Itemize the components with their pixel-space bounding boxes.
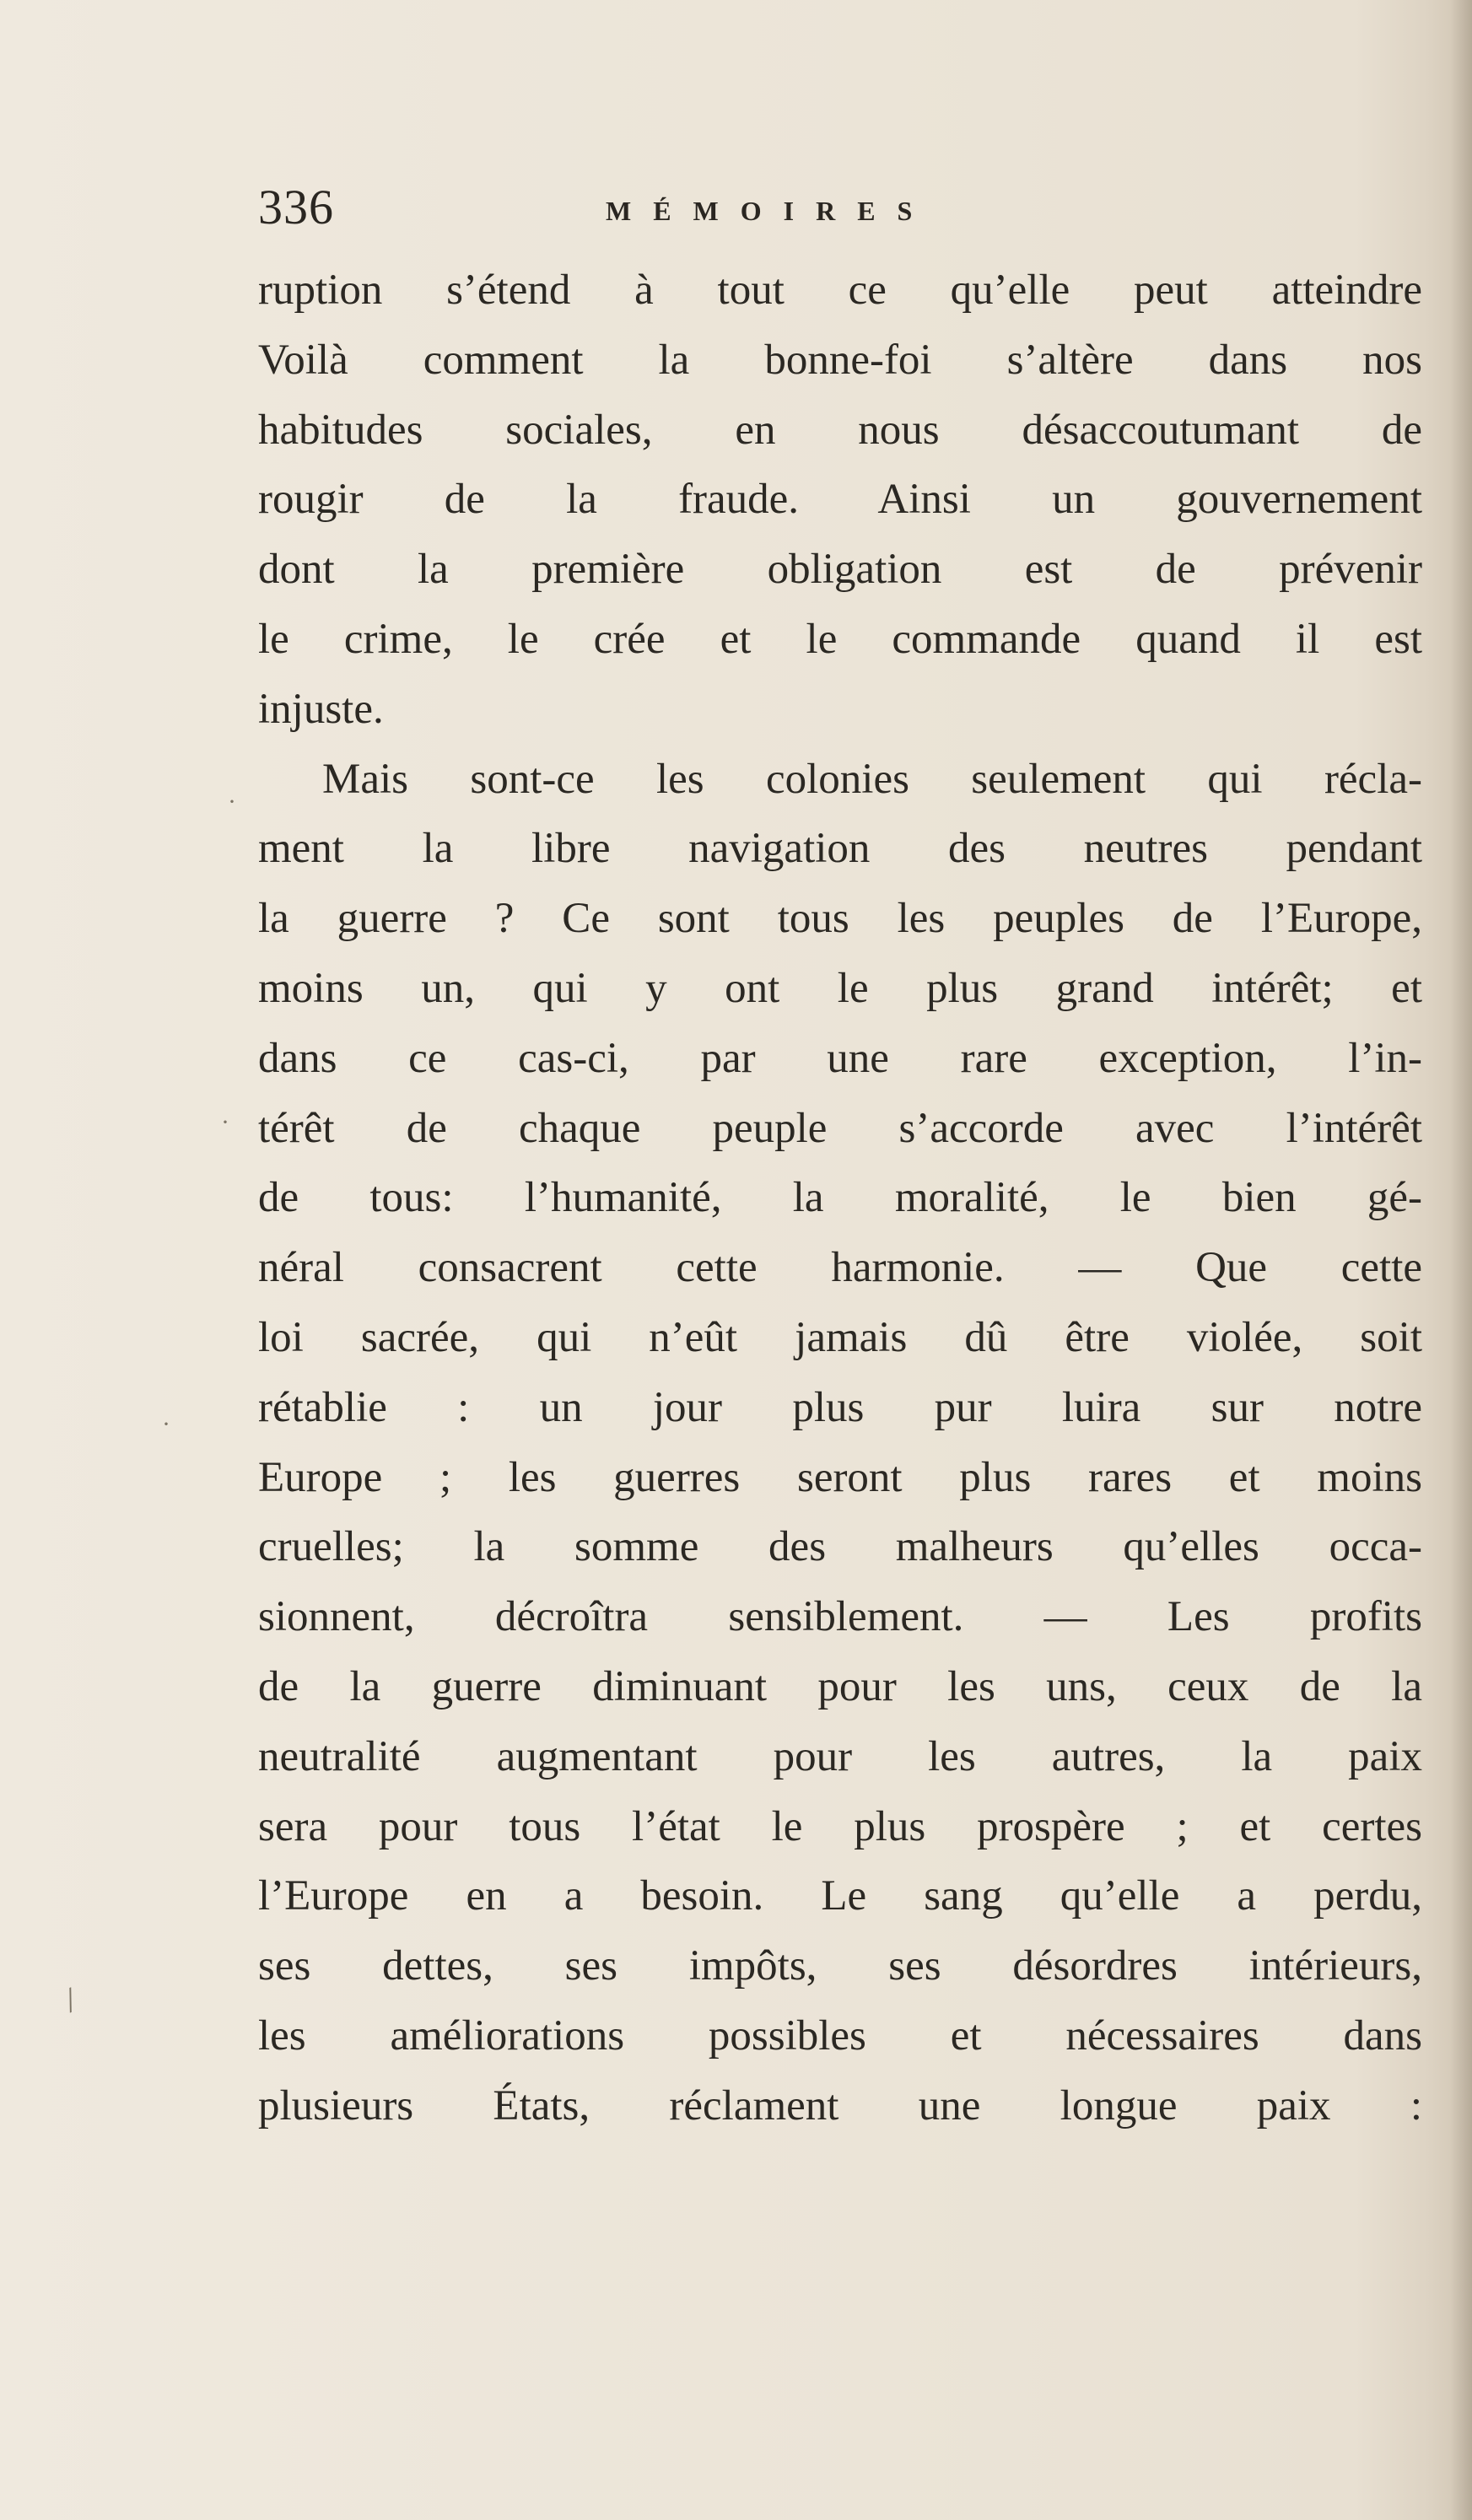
text-line: rougir de la fraude. Ainsi un gouvernement [258, 476, 1422, 524]
text-line: moins un, qui y ont le plus grand intérêt; et [258, 964, 1422, 1012]
text-line: Mais sont-ce les colonies seulement qui récla- [322, 755, 1422, 803]
margin-pencil-mark: / [59, 1980, 83, 2021]
page-number: 336 [258, 180, 334, 234]
text-line: térêt de chaque peuple s’accorde avec l’intérêt [258, 1104, 1422, 1152]
text-line: dont la première obligation est de prévenir [258, 546, 1422, 594]
text-line: ses dettes, ses impôts, ses désordres intérieurs, [258, 1942, 1422, 1990]
text-line: ment la libre navigation des neutres pendant [258, 825, 1422, 873]
text-line: sionnent, décroîtra sensiblement. — Les profits [258, 1593, 1422, 1641]
text-line: Europe ; les guerres seront plus rares et moins [258, 1453, 1422, 1501]
text-line: injuste. [258, 685, 384, 733]
text-line: dans ce cas-ci, par une rare exception, l’in- [258, 1034, 1422, 1082]
body-text [258, 256, 1422, 2141]
text-line: l’Europe en a besoin. Le sang qu’elle a perdu, [258, 1872, 1422, 1920]
text-line: plusieurs États, réclament une longue paix : [258, 2081, 1422, 2130]
text-line: loi sacrée, qui n’eût jamais dû être violée, soit [258, 1313, 1422, 1361]
running-title: MÉMOIRES [606, 196, 935, 226]
text-line: de tous: l’humanité, la moralité, le bien gé- [258, 1174, 1422, 1222]
text-line: les améliorations possibles et nécessaires dans [258, 2011, 1422, 2060]
page-edge-shadow [1450, 0, 1472, 2520]
margin-speck: · [221, 1108, 229, 1136]
text-line: le crime, le crée et le commande quand il est [258, 615, 1422, 663]
page-header [258, 179, 1422, 246]
text-line: néral consacrent cette harmonie. — Que cette [258, 1244, 1422, 1292]
text-line: sera pour tous l’état le plus prospère ; et certes [258, 1802, 1422, 1850]
text-line: ruption s’étend à tout ce qu’elle peut atteindre [258, 267, 1422, 314]
text-line: la guerre ? Ce sont tous les peuples de l’Europe, [258, 895, 1422, 943]
text-line: cruelles; la somme des malheurs qu’elles occa- [258, 1523, 1422, 1571]
text-line: rétablie : un jour plus pur luira sur notre [258, 1383, 1422, 1431]
margin-speck: · [228, 788, 236, 816]
margin-speck: · [162, 1410, 170, 1438]
text-line: de la guerre diminuant pour les uns, ceux de la [258, 1662, 1422, 1710]
text-line: Voilà comment la bonne-foi s’altère dans nos [258, 336, 1422, 384]
text-line: neutralité augmentant pour les autres, la paix [258, 1732, 1422, 1780]
text-line: habitudes sociales, en nous désaccoutumant de [258, 406, 1422, 454]
